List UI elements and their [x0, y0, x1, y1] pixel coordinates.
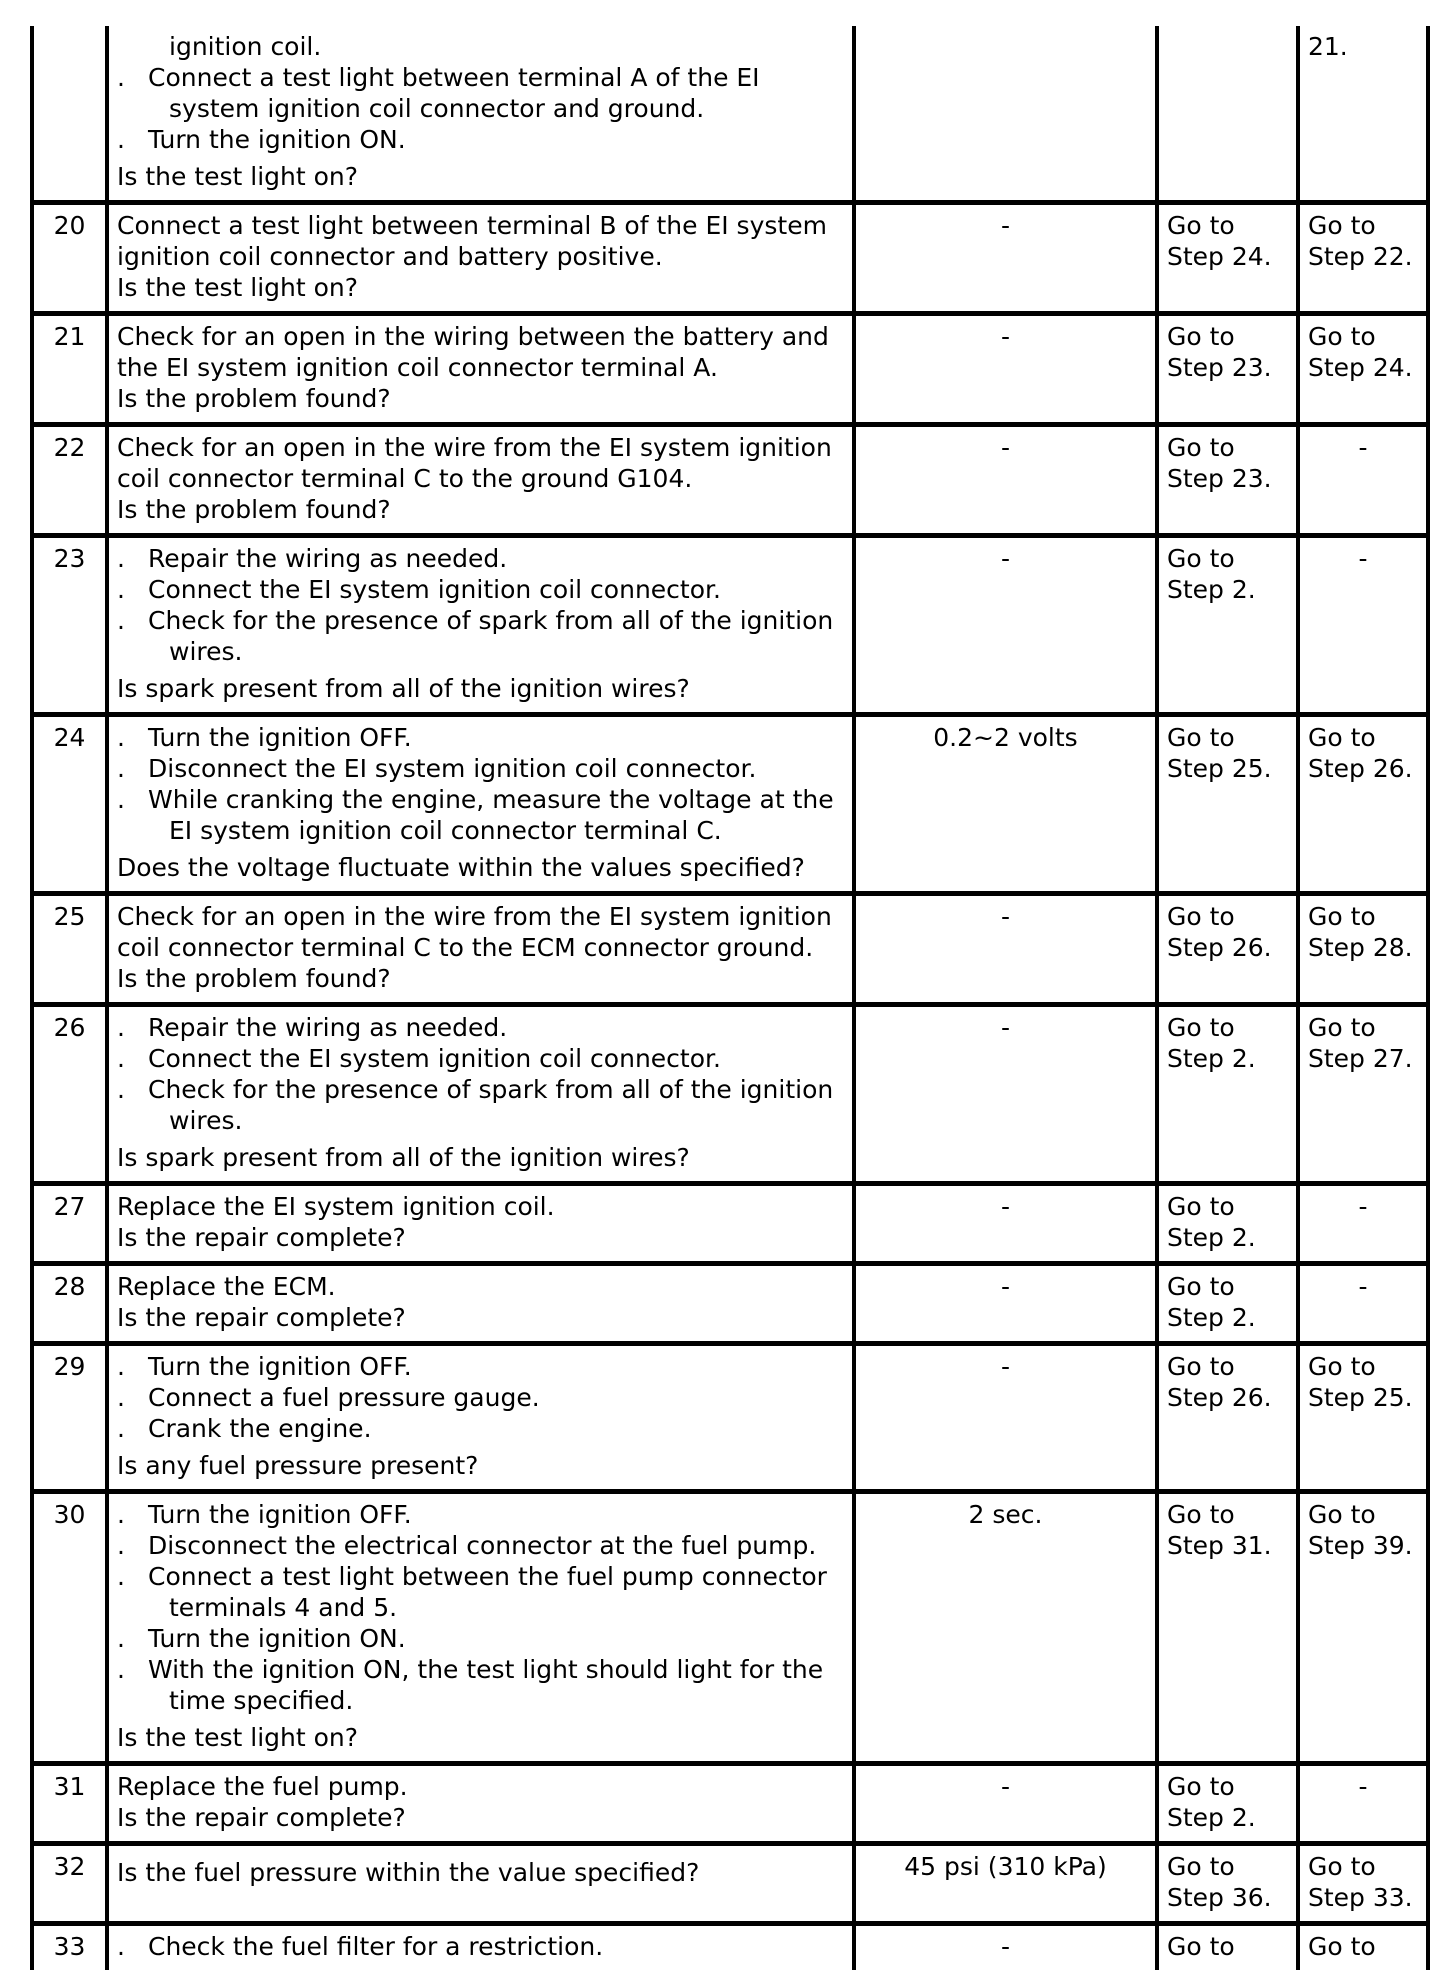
value-cell: - — [854, 1264, 1157, 1344]
bullet-marker — [117, 574, 148, 605]
yes-cell: Go to Step 36. — [1157, 1844, 1298, 1924]
bullet-marker — [117, 62, 148, 93]
action-bullet — [117, 543, 844, 574]
table-row — [32, 1764, 1428, 1844]
bullet-marker — [117, 605, 148, 636]
action-text: Turn the ignition OFF. — [148, 1352, 412, 1381]
table-row — [32, 715, 1428, 894]
table-row — [32, 26, 1428, 203]
bullet-marker — [117, 1074, 148, 1105]
action-text: Replace the EI system ignition coil. — [117, 1192, 555, 1221]
action-text: Connect a test light between terminal A of the EI system ignition coil connector and ground. — [148, 63, 760, 123]
no-cell: Go to Step 39. — [1298, 1492, 1428, 1764]
action-cell — [107, 894, 854, 1005]
no-cell: 21. — [1298, 26, 1428, 203]
no-cell: Go to Step 24. — [1298, 314, 1428, 425]
table-row — [32, 1184, 1428, 1264]
bullet-marker — [117, 1499, 148, 1530]
step-number: 29 — [32, 1344, 107, 1492]
yes-cell: Go to Step 23. — [1157, 425, 1298, 536]
bullet-marker — [117, 753, 148, 784]
table-row — [32, 1005, 1428, 1184]
yes-cell: Go to Step 2. — [1157, 1264, 1298, 1344]
action-text: Check for an open in the wire from the EI system ignition coil connector terminal C to the ECM connector ground. — [117, 902, 832, 962]
bullet-marker — [117, 1043, 148, 1074]
value-cell: - — [854, 425, 1157, 536]
table-row — [32, 203, 1428, 314]
action-text: Connect a test light between the fuel pump connector terminals 4 and 5. — [148, 1562, 827, 1622]
value-cell: 45 psi (310 kPa) — [854, 1844, 1157, 1924]
value-cell: - — [854, 203, 1157, 314]
action-bullet — [117, 1074, 844, 1136]
question-text: Is spark present from all of the ignition wires? — [117, 1143, 690, 1172]
action-cell — [107, 26, 854, 203]
action-bullet — [117, 1382, 844, 1413]
question-text: Is the repair complete? — [117, 1303, 406, 1332]
yes-cell: Go to Step 26. — [1157, 1344, 1298, 1492]
no-cell: Go to Step 25. — [1298, 1344, 1428, 1492]
action-text: Turn the ignition ON. — [148, 125, 406, 154]
action-bullet — [117, 1499, 844, 1530]
question-text: Is the problem found? — [117, 964, 391, 993]
action-text: Repair the wiring as needed. — [148, 1013, 508, 1042]
action-bullet — [117, 62, 844, 124]
yes-cell: Go to Step 24. — [1157, 203, 1298, 314]
action-bullet — [117, 722, 844, 753]
action-text: Disconnect the electrical connector at the fuel pump. — [148, 1531, 817, 1560]
action-bullet — [117, 124, 844, 155]
action-text: Connect the EI system ignition coil connector. — [148, 1044, 721, 1073]
step-number: 25 — [32, 894, 107, 1005]
diagnostic-table-page — [30, 26, 1426, 1970]
value-cell: - — [854, 894, 1157, 1005]
action-bullet — [117, 1012, 844, 1043]
yes-cell: Go to — [1157, 1924, 1298, 1971]
action-bullet — [117, 784, 844, 846]
action-text: Replace the fuel pump. — [117, 1772, 408, 1801]
bullet-marker — [117, 722, 148, 753]
question-text: Is the problem found? — [117, 384, 391, 413]
action-cell — [107, 1264, 854, 1344]
action-cell — [107, 203, 854, 314]
bullet-marker — [117, 1654, 148, 1685]
table-row — [32, 1844, 1428, 1924]
action-cell — [107, 1764, 854, 1844]
table-row — [32, 1344, 1428, 1492]
step-number: 27 — [32, 1184, 107, 1264]
bullet-marker — [117, 1382, 148, 1413]
no-cell: Go to — [1298, 1924, 1428, 1971]
bullet-marker — [117, 784, 148, 815]
action-bullet — [117, 753, 844, 784]
value-cell: 2 sec. — [854, 1492, 1157, 1764]
step-number: 21 — [32, 314, 107, 425]
action-cell — [107, 1184, 854, 1264]
action-text: Connect the EI system ignition coil connector. — [148, 575, 721, 604]
no-cell: Go to Step 28. — [1298, 894, 1428, 1005]
bullet-marker — [117, 1413, 148, 1444]
question-text: Is the test light on? — [117, 1723, 359, 1752]
yes-cell: Go to Step 2. — [1157, 1005, 1298, 1184]
step-number: 22 — [32, 425, 107, 536]
action-text: Turn the ignition ON. — [148, 1624, 406, 1653]
value-cell: - — [854, 1764, 1157, 1844]
action-bullet — [117, 1561, 844, 1623]
action-cell — [107, 715, 854, 894]
question-text: Is the repair complete? — [117, 1803, 406, 1832]
diagnostic-table — [30, 26, 1430, 1970]
action-text: Check for an open in the wire from the EI system ignition coil connector terminal C to the ground G104. — [117, 433, 832, 493]
bullet-marker — [117, 1530, 148, 1561]
value-cell: - — [854, 1184, 1157, 1264]
yes-cell: Go to Step 2. — [1157, 1764, 1298, 1844]
action-bullet — [117, 1623, 844, 1654]
bullet-marker — [117, 543, 148, 574]
yes-cell: Go to Step 25. — [1157, 715, 1298, 894]
step-number: 24 — [32, 715, 107, 894]
question-text: Is the test light on? — [117, 273, 359, 302]
value-cell — [854, 26, 1157, 203]
action-bullet — [117, 1931, 844, 1962]
step-number: 33 — [32, 1924, 107, 1971]
action-bullet — [117, 1530, 844, 1561]
action-continuation: ignition coil. — [169, 32, 322, 61]
yes-cell: Go to Step 23. — [1157, 314, 1298, 425]
step-number: 30 — [32, 1492, 107, 1764]
action-cell — [107, 425, 854, 536]
no-cell: Go to Step 22. — [1298, 203, 1428, 314]
no-cell: - — [1298, 1264, 1428, 1344]
question-text: Is the repair complete? — [117, 1223, 406, 1252]
action-text: Check for the presence of spark from all of the ignition wires. — [148, 1075, 834, 1135]
value-cell: - — [854, 314, 1157, 425]
question-text: Does the voltage fluctuate within the values specified? — [117, 853, 805, 882]
action-bullet — [117, 1043, 844, 1074]
question-text: Is the problem found? — [117, 495, 391, 524]
action-text: Turn the ignition OFF. — [148, 723, 412, 752]
step-number: 20 — [32, 203, 107, 314]
no-cell: - — [1298, 1184, 1428, 1264]
question-text: Is spark present from all of the ignition wires? — [117, 674, 690, 703]
value-cell: - — [854, 1344, 1157, 1492]
bullet-marker — [117, 1931, 148, 1962]
no-cell: Go to Step 26. — [1298, 715, 1428, 894]
action-cell — [107, 1344, 854, 1492]
table-row — [32, 425, 1428, 536]
value-cell: - — [854, 1005, 1157, 1184]
yes-cell: Go to Step 31. — [1157, 1492, 1298, 1764]
no-cell: Go to Step 33. — [1298, 1844, 1428, 1924]
action-bullet — [117, 1413, 844, 1444]
action-text: Check for an open in the wiring between the battery and the EI system ignition coil connector terminal A. — [117, 322, 829, 382]
table-row — [32, 314, 1428, 425]
step-number: 31 — [32, 1764, 107, 1844]
question-text: Is the test light on? — [117, 162, 359, 191]
action-bullet — [117, 1654, 844, 1716]
action-text: Check for the presence of spark from all of the ignition wires. — [148, 606, 834, 666]
question-text: Is the fuel pressure within the value specified? — [117, 1858, 700, 1887]
no-cell: - — [1298, 536, 1428, 715]
no-cell: - — [1298, 1764, 1428, 1844]
step-number: 23 — [32, 536, 107, 715]
table-row — [32, 1264, 1428, 1344]
step-number — [32, 26, 107, 203]
action-text: Repair the wiring as needed. — [148, 544, 508, 573]
table-row — [32, 536, 1428, 715]
action-cell — [107, 1492, 854, 1764]
table-row — [32, 894, 1428, 1005]
action-bullet — [117, 1351, 844, 1382]
action-cell — [107, 1924, 854, 1971]
bullet-marker — [117, 1623, 148, 1654]
no-cell: - — [1298, 425, 1428, 536]
action-bullet — [117, 605, 844, 667]
action-cell — [107, 1844, 854, 1924]
table-row — [32, 1492, 1428, 1764]
action-cell — [107, 314, 854, 425]
no-cell: Go to Step 27. — [1298, 1005, 1428, 1184]
bullet-marker — [117, 1012, 148, 1043]
action-text: Check the fuel filter for a restriction. — [148, 1932, 604, 1961]
action-text: Connect a test light between terminal B of the EI system ignition coil connector and battery positive. — [117, 211, 827, 271]
step-number: 26 — [32, 1005, 107, 1184]
table-row — [32, 1924, 1428, 1971]
bullet-marker — [117, 1351, 148, 1382]
action-text: Connect a fuel pressure gauge. — [148, 1383, 540, 1412]
action-cell — [107, 1005, 854, 1184]
action-text: Crank the engine. — [148, 1414, 372, 1443]
value-cell: - — [854, 536, 1157, 715]
yes-cell: Go to Step 2. — [1157, 1184, 1298, 1264]
action-text: Replace the ECM. — [117, 1272, 336, 1301]
value-cell: - — [854, 1924, 1157, 1971]
yes-cell — [1157, 26, 1298, 203]
action-cell — [107, 536, 854, 715]
action-text: With the ignition ON, the test light should light for the time specified. — [148, 1655, 824, 1715]
action-bullet — [117, 574, 844, 605]
action-text: Turn the ignition OFF. — [148, 1500, 412, 1529]
bullet-marker — [117, 1561, 148, 1592]
step-number: 28 — [32, 1264, 107, 1344]
question-text: Is any fuel pressure present? — [117, 1451, 479, 1480]
yes-cell: Go to Step 2. — [1157, 536, 1298, 715]
step-number: 32 — [32, 1844, 107, 1924]
yes-cell: Go to Step 26. — [1157, 894, 1298, 1005]
action-text: Disconnect the EI system ignition coil connector. — [148, 754, 757, 783]
bullet-marker — [117, 124, 148, 155]
action-text: While cranking the engine, measure the voltage at the EI system ignition coil connector terminal C. — [148, 785, 834, 845]
value-cell: 0.2~2 volts — [854, 715, 1157, 894]
